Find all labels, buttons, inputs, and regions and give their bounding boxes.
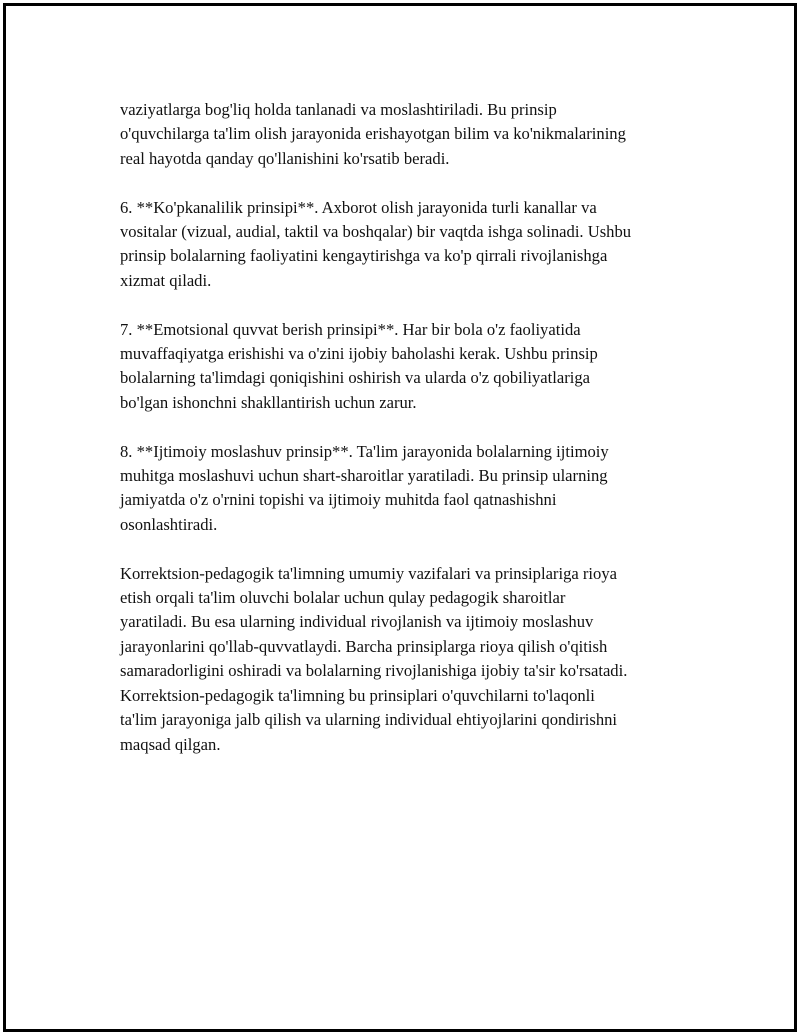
text-line: bolalarning ta'limdagi qoniqishini oshirish va ularda o'z qobiliyatlariga (120, 368, 591, 388)
document-body (120, 98, 700, 781)
paragraph-continuation (120, 98, 700, 171)
text-line: xizmat qiladi. (120, 270, 212, 290)
text-line: samaradorligini oshiradi va bolalarning rivojlanishiga ijobiy ta'sir ko'rsatadi. (120, 661, 628, 681)
text-line: maqsad qilgan. (120, 734, 221, 754)
text-line: Korrektsion-pedagogik ta'limning bu prinsiplari o'quvchilarni to'laqonli (120, 685, 595, 705)
text-line: muhitga moslashuvi uchun shart-sharoitlar yaratiladi. Bu prinsip ularning (120, 466, 608, 486)
text-line: prinsip bolalarning faoliyatini kengaytirishga va ko'p qirrali rivojlanishga (120, 246, 608, 266)
paragraph-principle-8 (120, 440, 700, 538)
text-line: 6. **Ko'pkanalilik prinsipi**. Axborot olish jarayonida turli kanallar va (120, 197, 597, 217)
text-line: jarayonlarini qo'llab-quvvatlaydi. Barcha prinsiplarga rioya qilish o'qitish (120, 636, 608, 656)
text-line: osonlashtiradi. (120, 514, 218, 534)
text-line: jamiyatda o'z o'rnini topishi va ijtimoiy muhitda faol qatnashishni (120, 490, 557, 510)
text-line: o'quvchilarga ta'lim olish jarayonida erishayotgan bilim va ko'nikmalarining (120, 124, 626, 144)
text-line: yaratiladi. Bu esa ularning individual rivojlanish va ijtimoiy moslashuv (120, 612, 594, 632)
text-line: etish orqali ta'lim oluvchi bolalar uchun qulay pedagogik sharoitlar (120, 588, 566, 608)
page-frame (3, 3, 797, 1032)
text-line: muvaffaqiyatga erishishi va o'zini ijobiy baholashi kerak. Ushbu prinsip (120, 344, 598, 364)
text-line: bo'lgan ishonchni shakllantirish uchun zarur. (120, 392, 417, 412)
text-line: vositalar (vizual, audial, taktil va boshqalar) bir vaqtda ishga solinadi. Ushbu (120, 222, 632, 242)
text-line: 7. **Emotsional quvvat berish prinsipi**. Har bir bola o'z faoliyatida (120, 319, 581, 339)
paragraph-principle-6 (120, 196, 700, 294)
text-line: real hayotda qanday qo'llanishini ko'rsatib beradi. (120, 148, 450, 168)
text-line: Korrektsion-pedagogik ta'limning umumiy vazifalari va prinsiplariga rioya (120, 563, 617, 583)
paragraph-principle-7 (120, 318, 700, 416)
text-line: vaziyatlarga bog'liq holda tanlanadi va moslashtiriladi. Bu prinsip (120, 100, 557, 119)
paragraph-conclusion (120, 562, 700, 757)
text-line: 8. **Ijtimoiy moslashuv prinsip**. Ta'lim jarayonida bolalarning ijtimoiy (120, 441, 609, 461)
text-line: ta'lim jarayoniga jalb qilish va ularning individual ehtiyojlarini qondirishni (120, 710, 618, 730)
